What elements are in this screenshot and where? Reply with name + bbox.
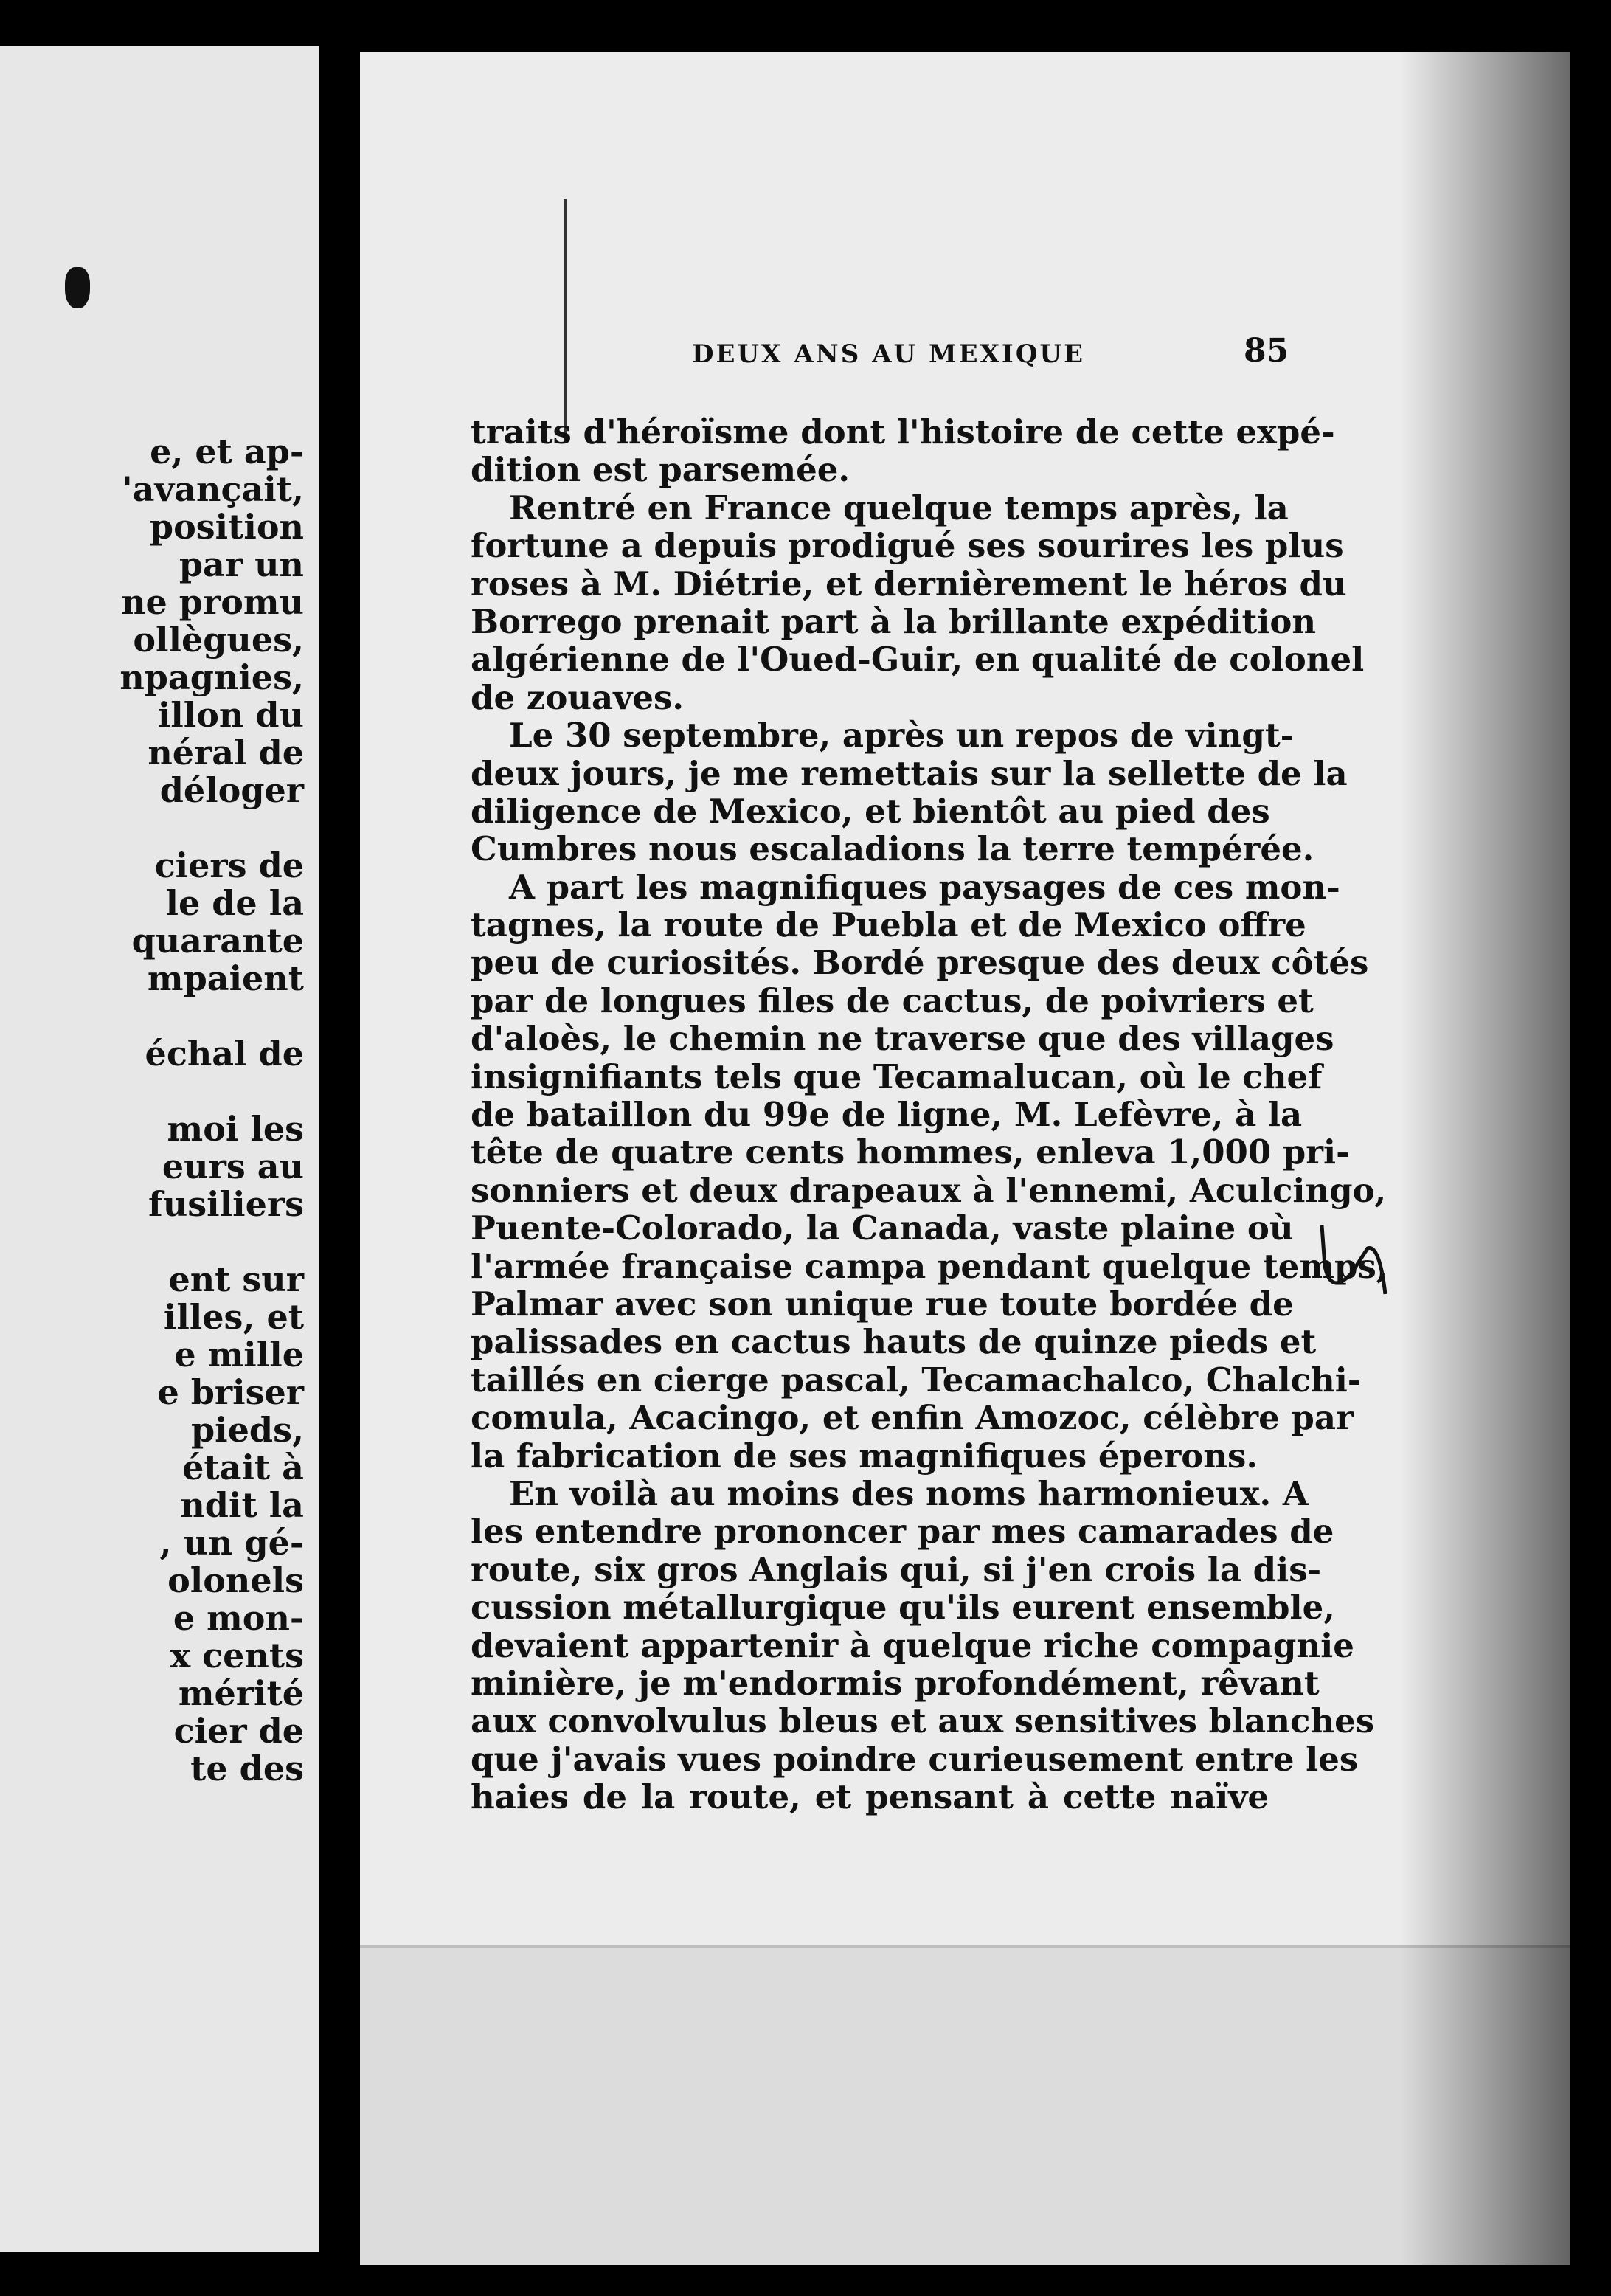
left-text-line xyxy=(119,1223,304,1261)
text-line: tête de quatre cents hommes, enleva 1,000 pri- xyxy=(471,1133,1350,1172)
left-text-line: mpaient xyxy=(147,958,304,998)
left-text-line xyxy=(119,1073,304,1110)
blank-bottom-margin xyxy=(360,1948,1570,2265)
text-line: traits d'héroïsme dont l'histoire de cette expé- xyxy=(471,412,1335,452)
left-text-line: ndit la xyxy=(180,1485,304,1525)
left-text-line: fusiliers xyxy=(148,1184,304,1224)
text-line: Palmar avec son unique rue toute bordée de xyxy=(471,1284,1294,1324)
left-text-line: ent sur xyxy=(168,1259,304,1299)
text-line: devaient appartenir à quelque riche compagnie xyxy=(471,1625,1354,1665)
text-line: haies de la route, et pensant à cette naïve xyxy=(471,1777,1269,1817)
left-text-line: illes, et xyxy=(163,1297,304,1337)
text-line: de zouaves. xyxy=(471,677,684,717)
left-text-line: par un xyxy=(179,544,304,584)
text-line: comula, Acacingo, et enfin Amozoc, célèbre par xyxy=(471,1398,1354,1438)
left-text-line: pieds, xyxy=(191,1410,304,1450)
running-head: DEUX ANS AU MEXIQUE xyxy=(692,339,1085,369)
left-text-line: position xyxy=(149,507,304,547)
text-line: diligence de Mexico, et bientôt au pied des xyxy=(471,791,1270,831)
left-text-line: olonels xyxy=(167,1560,304,1600)
left-text-line: eurs au xyxy=(162,1147,304,1186)
text-line: Cumbres nous escaladions la terre tempérée. xyxy=(471,829,1314,869)
text-line: les entendre prononcer par mes camarades de xyxy=(471,1512,1334,1552)
left-text-line: ciers de xyxy=(154,846,304,885)
left-text-line: cier de xyxy=(173,1711,304,1751)
text-line: roses à M. Diétrie, et dernièrement le héros du xyxy=(471,564,1347,604)
left-text-line: e mille xyxy=(174,1335,304,1375)
left-text-line xyxy=(119,997,304,1035)
text-line: palissades en cactus hauts de quinze pieds et xyxy=(471,1322,1317,1362)
text-line: Borrego prenait part à la brillante expédition xyxy=(471,601,1317,641)
pen-mark xyxy=(1314,1222,1396,1303)
ink-blot xyxy=(65,267,90,308)
left-text-line: e mon- xyxy=(173,1598,304,1638)
text-line: insignifiants tels que Tecamalucan, où le chef xyxy=(471,1057,1323,1096)
left-text-line xyxy=(119,809,304,847)
text-line: cussion métallurgique qu'ils eurent ensemble, xyxy=(471,1588,1335,1628)
text-line: par de longues files de cactus, de poivriers et xyxy=(471,981,1314,1020)
text-line: peu de curiosités. Bordé presque des deux côtés xyxy=(471,943,1369,983)
left-text-line: te des xyxy=(190,1749,304,1788)
book-gutter xyxy=(319,30,360,2272)
text-line: l'armée française campa pendant quelque temps, xyxy=(471,1246,1388,1286)
text-line: deux jours, je me remettais sur la sellette de la xyxy=(471,753,1348,793)
text-line: fortune a depuis prodigué ses sourires les plus xyxy=(471,526,1344,566)
left-text-line: , un gé- xyxy=(159,1523,304,1563)
text-line: taillés en cierge pascal, Tecamachalco, Chalchi- xyxy=(471,1360,1362,1400)
left-text-line: e, et ap- xyxy=(150,432,304,471)
left-text-line: échal de xyxy=(145,1034,304,1073)
text-line: tagnes, la route de Puebla et de Mexico offre xyxy=(471,905,1306,945)
text-line: A part les magnifiques paysages de ces mon- xyxy=(509,867,1340,907)
left-text-line: e briser xyxy=(157,1372,304,1412)
text-line: minière, je m'endormis profondément, rêvant xyxy=(471,1663,1320,1703)
left-text-line: quarante xyxy=(131,921,304,961)
left-text-line: néral de xyxy=(148,733,304,772)
page-number: 85 xyxy=(1244,332,1289,370)
text-line: Rentré en France quelque temps après, la xyxy=(509,488,1289,528)
left-text-line: ollègues, xyxy=(133,620,304,660)
text-line: la fabrication de ses magnifiques éperons. xyxy=(471,1436,1258,1476)
page-edge-shadow xyxy=(1400,52,1570,2265)
left-text-line: ne promu xyxy=(121,582,304,622)
left-text-line: le de la xyxy=(165,883,304,923)
text-line: En voilà au moins des noms harmonieux. A xyxy=(509,1473,1309,1513)
left-text-line: 'avançait, xyxy=(122,469,304,509)
text-line: aux convolvulus bleus et aux sensitives blanches xyxy=(471,1701,1375,1741)
text-line: sonniers et deux drapeaux à l'ennemi, Aculcingo, xyxy=(471,1170,1387,1210)
left-text-line: moi les xyxy=(167,1109,304,1149)
text-line: de bataillon du 99e de ligne, M. Lefèvre, à la xyxy=(471,1095,1303,1135)
body-text xyxy=(471,412,1388,1817)
left-text-line: npagnies, xyxy=(119,657,304,697)
left-page-fragment xyxy=(0,46,319,2252)
text-line: Le 30 septembre, après un repos de vingt- xyxy=(509,716,1295,755)
left-text-line: déloger xyxy=(159,770,304,810)
text-line: d'aloès, le chemin ne traverse que des villages xyxy=(471,1019,1334,1059)
left-text-line: x cents xyxy=(170,1636,304,1676)
left-page-text xyxy=(119,433,304,1788)
text-line: route, six gros Anglais qui, si j'en crois la dis- xyxy=(471,1549,1322,1589)
scratch-mark xyxy=(564,199,567,443)
left-text-line: illon du xyxy=(157,695,304,735)
left-text-line: mérité xyxy=(178,1673,304,1713)
text-line: dition est parsemée. xyxy=(471,450,850,490)
left-text-line: était à xyxy=(182,1448,304,1487)
main-page xyxy=(360,52,1570,2265)
text-line: que j'avais vues poindre curieusement entre les xyxy=(471,1739,1359,1779)
text-line: Puente-Colorado, la Canada, vaste plaine où xyxy=(471,1208,1294,1248)
text-line: algérienne de l'Oued-Guir, en qualité de colonel xyxy=(471,640,1365,680)
